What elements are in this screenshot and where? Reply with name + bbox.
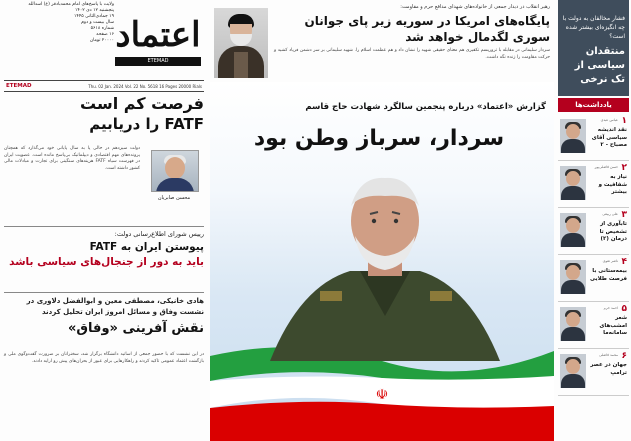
insignia xyxy=(320,291,342,301)
fatf-title-line2: باید به دور از جنجال‌های سیاسی باشد xyxy=(9,256,204,268)
info-line: ۱۶ صفحه xyxy=(96,32,114,37)
note-number: ۲ xyxy=(621,163,627,173)
logo-wordmark: اعتماد xyxy=(115,14,201,55)
note-item[interactable] xyxy=(558,208,629,255)
leader-paragraph: سردار سلیمانی در مقابله با تروریسم تکفیری هم معنای حقیقی شهید را نشان داد و هم عظمت اسلام را. شهید سلیمانی بر سر دشمن فریاد کشید و حرکت مقاومت را زنده نگه داشت. xyxy=(274,48,550,60)
note-item[interactable] xyxy=(558,302,629,349)
note-title: جهان در عصر ترامپ xyxy=(590,362,627,376)
note-author: حسن فاضلی‌پور xyxy=(594,165,618,169)
logo-subline: ETEMAD xyxy=(115,57,201,66)
author-name: محسن صابریان xyxy=(157,195,191,201)
hero-kicker: گزارش «اعتماد» درباره پنجمین سالگرد شهادت حاج قاسم xyxy=(305,102,546,112)
issue-meta: Thu. 02 Jan. 2024 Vol. 22 No. 5618 16 Pages 20000 Rials xyxy=(88,83,202,89)
vefagh-body xyxy=(4,352,204,438)
newspaper-logo[interactable] xyxy=(110,2,206,76)
fatf-kicker: رییس شورای اطلاع‌رسانی دولت: xyxy=(114,230,204,238)
leader-photo xyxy=(214,8,268,78)
note-author-photo xyxy=(560,354,586,388)
right-top-title: منتقدان سیاسی از تک نرخی xyxy=(574,46,625,85)
vefagh-kicker: هادی خانیکی، مصطفی معین و ابوالفضل دلاوری در نشست وفاق و مسائل امروز ایران تحلیل کردند xyxy=(26,297,204,316)
right-column xyxy=(558,0,631,441)
note-title: نقد اندیشه سیاسی آقای مصباح - ۲ xyxy=(591,127,627,148)
note-number: ۳ xyxy=(621,210,627,220)
note-title: نیاز به شفافیت و بیشتر xyxy=(598,174,627,195)
issue-latin-name: ETEMAD xyxy=(6,83,32,89)
right-top-kicker: فشار مخالفان به دولت با چه انگیزه‌ای بیشتر شده است؟ xyxy=(562,15,625,40)
leader-kicker: رهبر انقلاب در دیدار جمعی از خانواده‌های شهدای مدافع حرم و مقاومت: xyxy=(400,4,550,10)
note-number: ۱ xyxy=(621,116,627,126)
info-line: شماره ۵۶۱۸ xyxy=(90,26,114,31)
note-author-photo xyxy=(560,213,586,247)
info-line: ولایت با پاسخ‌های امام محمدبادقر (ع) اسدالله xyxy=(28,2,114,7)
note-author: علی ربیعی xyxy=(602,212,618,216)
right-top-story[interactable] xyxy=(558,0,629,96)
info-line: ۲۰۰۰۰ تومان xyxy=(89,38,114,43)
note-author-photo xyxy=(560,260,586,294)
center-column xyxy=(210,0,554,441)
note-title: تابآوری‌ از تشخیص تا درمان (۲) xyxy=(599,221,627,242)
note-author-photo xyxy=(560,166,586,200)
author-photo xyxy=(151,150,199,192)
leader-story[interactable] xyxy=(210,0,554,80)
note-item[interactable] xyxy=(558,349,629,396)
note-author: محمد فاضلی xyxy=(599,353,618,357)
issue-bar xyxy=(4,80,204,92)
masthead-info xyxy=(4,2,114,78)
note-author-photo xyxy=(560,307,586,341)
note-number: ۴ xyxy=(621,257,627,267)
author-box xyxy=(144,150,204,220)
left-column xyxy=(2,0,206,441)
note-item[interactable] xyxy=(558,114,629,161)
note-author: ناصر تقوی xyxy=(602,259,618,263)
column-body xyxy=(4,146,140,224)
vefagh-title: نقش آفرینی «وفاق» xyxy=(68,321,204,336)
hero-title: سردار، سرباز وطن بود xyxy=(253,126,505,151)
info-line: ۱۹ جمادی‌الثانی ۱۴۴۵ xyxy=(73,14,114,19)
note-number: ۵ xyxy=(621,304,627,314)
vefagh-paragraph: در این نشست که با حضور جمعی از اساتید دانشگاه برگزار شد، سخنرانان بر ضرورت گفت‌وگوی ملی و بازگشت اعتماد عمومی تاکید کردند و راهکارهایی برای عبور از بحران‌های پیش رو ارایه دادند. xyxy=(4,352,204,364)
note-title: بیمه‌ستانی با فرصت طلایی xyxy=(589,268,627,282)
info-line: سال بیست و دوم xyxy=(81,20,114,25)
lead-headline-line2: FATF را دریابیم xyxy=(89,115,204,133)
fatf-story[interactable] xyxy=(4,226,204,287)
hero-illustration xyxy=(210,166,554,441)
note-item[interactable] xyxy=(558,255,629,302)
note-number: ۶ xyxy=(621,351,627,361)
note-author: عباس عبدی xyxy=(600,118,618,122)
hero-story[interactable] xyxy=(210,82,554,441)
note-author-photo xyxy=(560,119,586,153)
vefagh-story[interactable] xyxy=(4,292,204,351)
leader-title: پایگاه‌های امریکا در سوریه زیر پای جوانان سوری لگدمال خواهد شد xyxy=(304,14,550,44)
note-title: شعر امشب‌های سامانه‌ما xyxy=(599,315,627,336)
info-line: پنجشنبه ۱۲ دی ۱۴۰۲ xyxy=(75,8,114,13)
note-item[interactable] xyxy=(558,161,629,208)
lead-headline[interactable] xyxy=(4,94,204,140)
column-paragraph: دولت سیزدهم در حالی پا به سال پایانی خود می‌گذارد که همچنان پرونده‌های مهم اقتصادی و دیپلماتیک بی‌پاسخ مانده است. عضویت ایران در فهرست سیاه FATF هزینه‌های سنگینی برای تجارت و مبادلات مالی کشور داشته است. xyxy=(4,146,140,171)
flag-red-band xyxy=(210,402,554,441)
notes-list xyxy=(558,114,629,396)
fatf-title-line1: پیوستن ایران به FATF xyxy=(89,241,204,253)
flag-emblem: ☫ xyxy=(375,387,389,403)
note-author: احمد خرم xyxy=(603,306,618,310)
notes-header: یادداشت‌ها xyxy=(558,98,629,112)
lead-headline-line1: فرصت کم است xyxy=(80,94,204,113)
